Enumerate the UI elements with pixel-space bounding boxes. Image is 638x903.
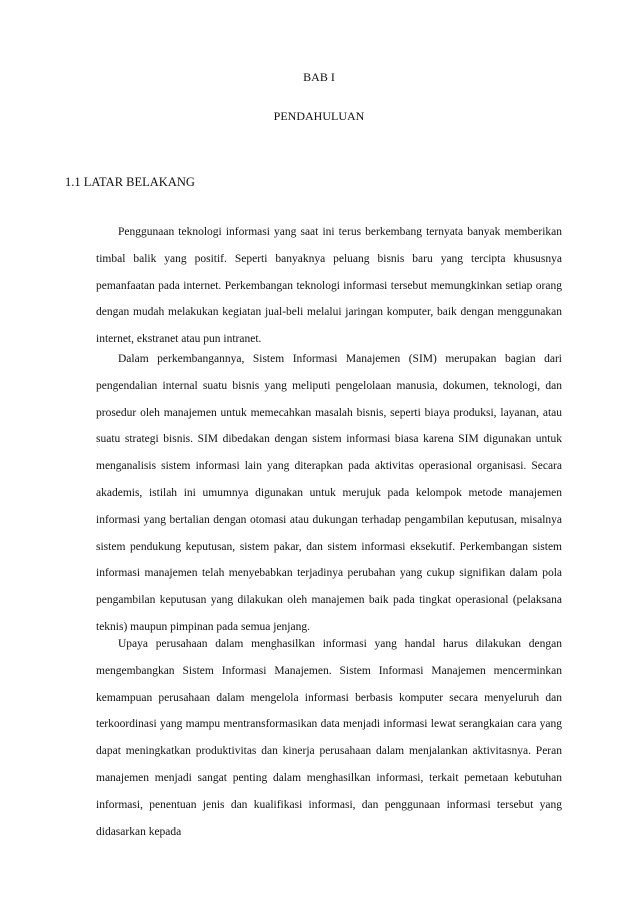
chapter-title: PENDAHULUAN (273, 109, 365, 123)
paragraph: Upaya perusahaan dalam menghasilkan informasi yang handal harus dilakukan dengan mengembangkan Sistem Informasi Manajemen. Sistem Informasi Manajemen mencerminkan kemampuan perusahaan dalam mengelola informasi berbasis komputer secara menyeluruh dan terkoordinasi yang mampu mentransformasikan data menjadi informasi lewat serangkaian cara yang dapat meningkatkan produktivitas dan kinerja perusahaan dalam menjalankan aktivitasnya. Peran manajemen menjadi sangat penting dalam menghasilkan informasi, terkait pemetaan kebutuhan informasi, penentuan jenis dan kualifikasi informasi, dan penggunaan informasi tersebut yang didasarkan kepada (96, 638, 562, 838)
chapter-number: BAB I (303, 70, 335, 84)
paragraph: Penggunaan teknologi informasi yang saat ini terus berkembang ternyata banyak memberikan timbal balik yang positif. Seperti banyaknya peluang bisnis baru yang tercipta khususnya pemanfaatan pada internet. Perkembangan teknologi informasi tersebut memungkinkan setiap orang dengan mudah melakukan kegiatan jual-beli melalui jaringan komputer, baik dengan menggunakan internet, ekstranet atau pun intranet. (96, 226, 562, 346)
paragraph: Dalam perkembangannya, Sistem Informasi Manajemen (SIM) merupakan bagian dari pengendalian internal suatu bisnis yang meliputi pengelolaan manusia, dokumen, teknologi, dan prosedur oleh manajemen untuk memecahkan masalah bisnis, seperti biaya produksi, layanan, atau suatu strategi bisnis. SIM dibedakan dengan sistem informasi biasa karena SIM digunakan untuk menganalisis sistem informasi lain yang diterapkan pada aktivitas operasional organisasi. Secara akademis, istilah ini umumnya digunakan untuk merujuk pada kelompok metode manajemen informasi yang bertalian dengan otomasi atau dukungan terhadap pengambilan keputusan, misalnya sistem pendukung keputusan, sistem pakar, dan sistem informasi eksekutif. Perkembangan sistem informasi manajemen telah menyebabkan terjadinya perubahan yang cukup signifikan dalam pola pengambilan keputusan yang dilakukan oleh manajemen baik pada tingkat operasional (pelaksana teknis) maupun pimpinan pada semua jenjang. (96, 353, 562, 633)
section-heading: 1.1 LATAR BELAKANG (65, 175, 195, 189)
